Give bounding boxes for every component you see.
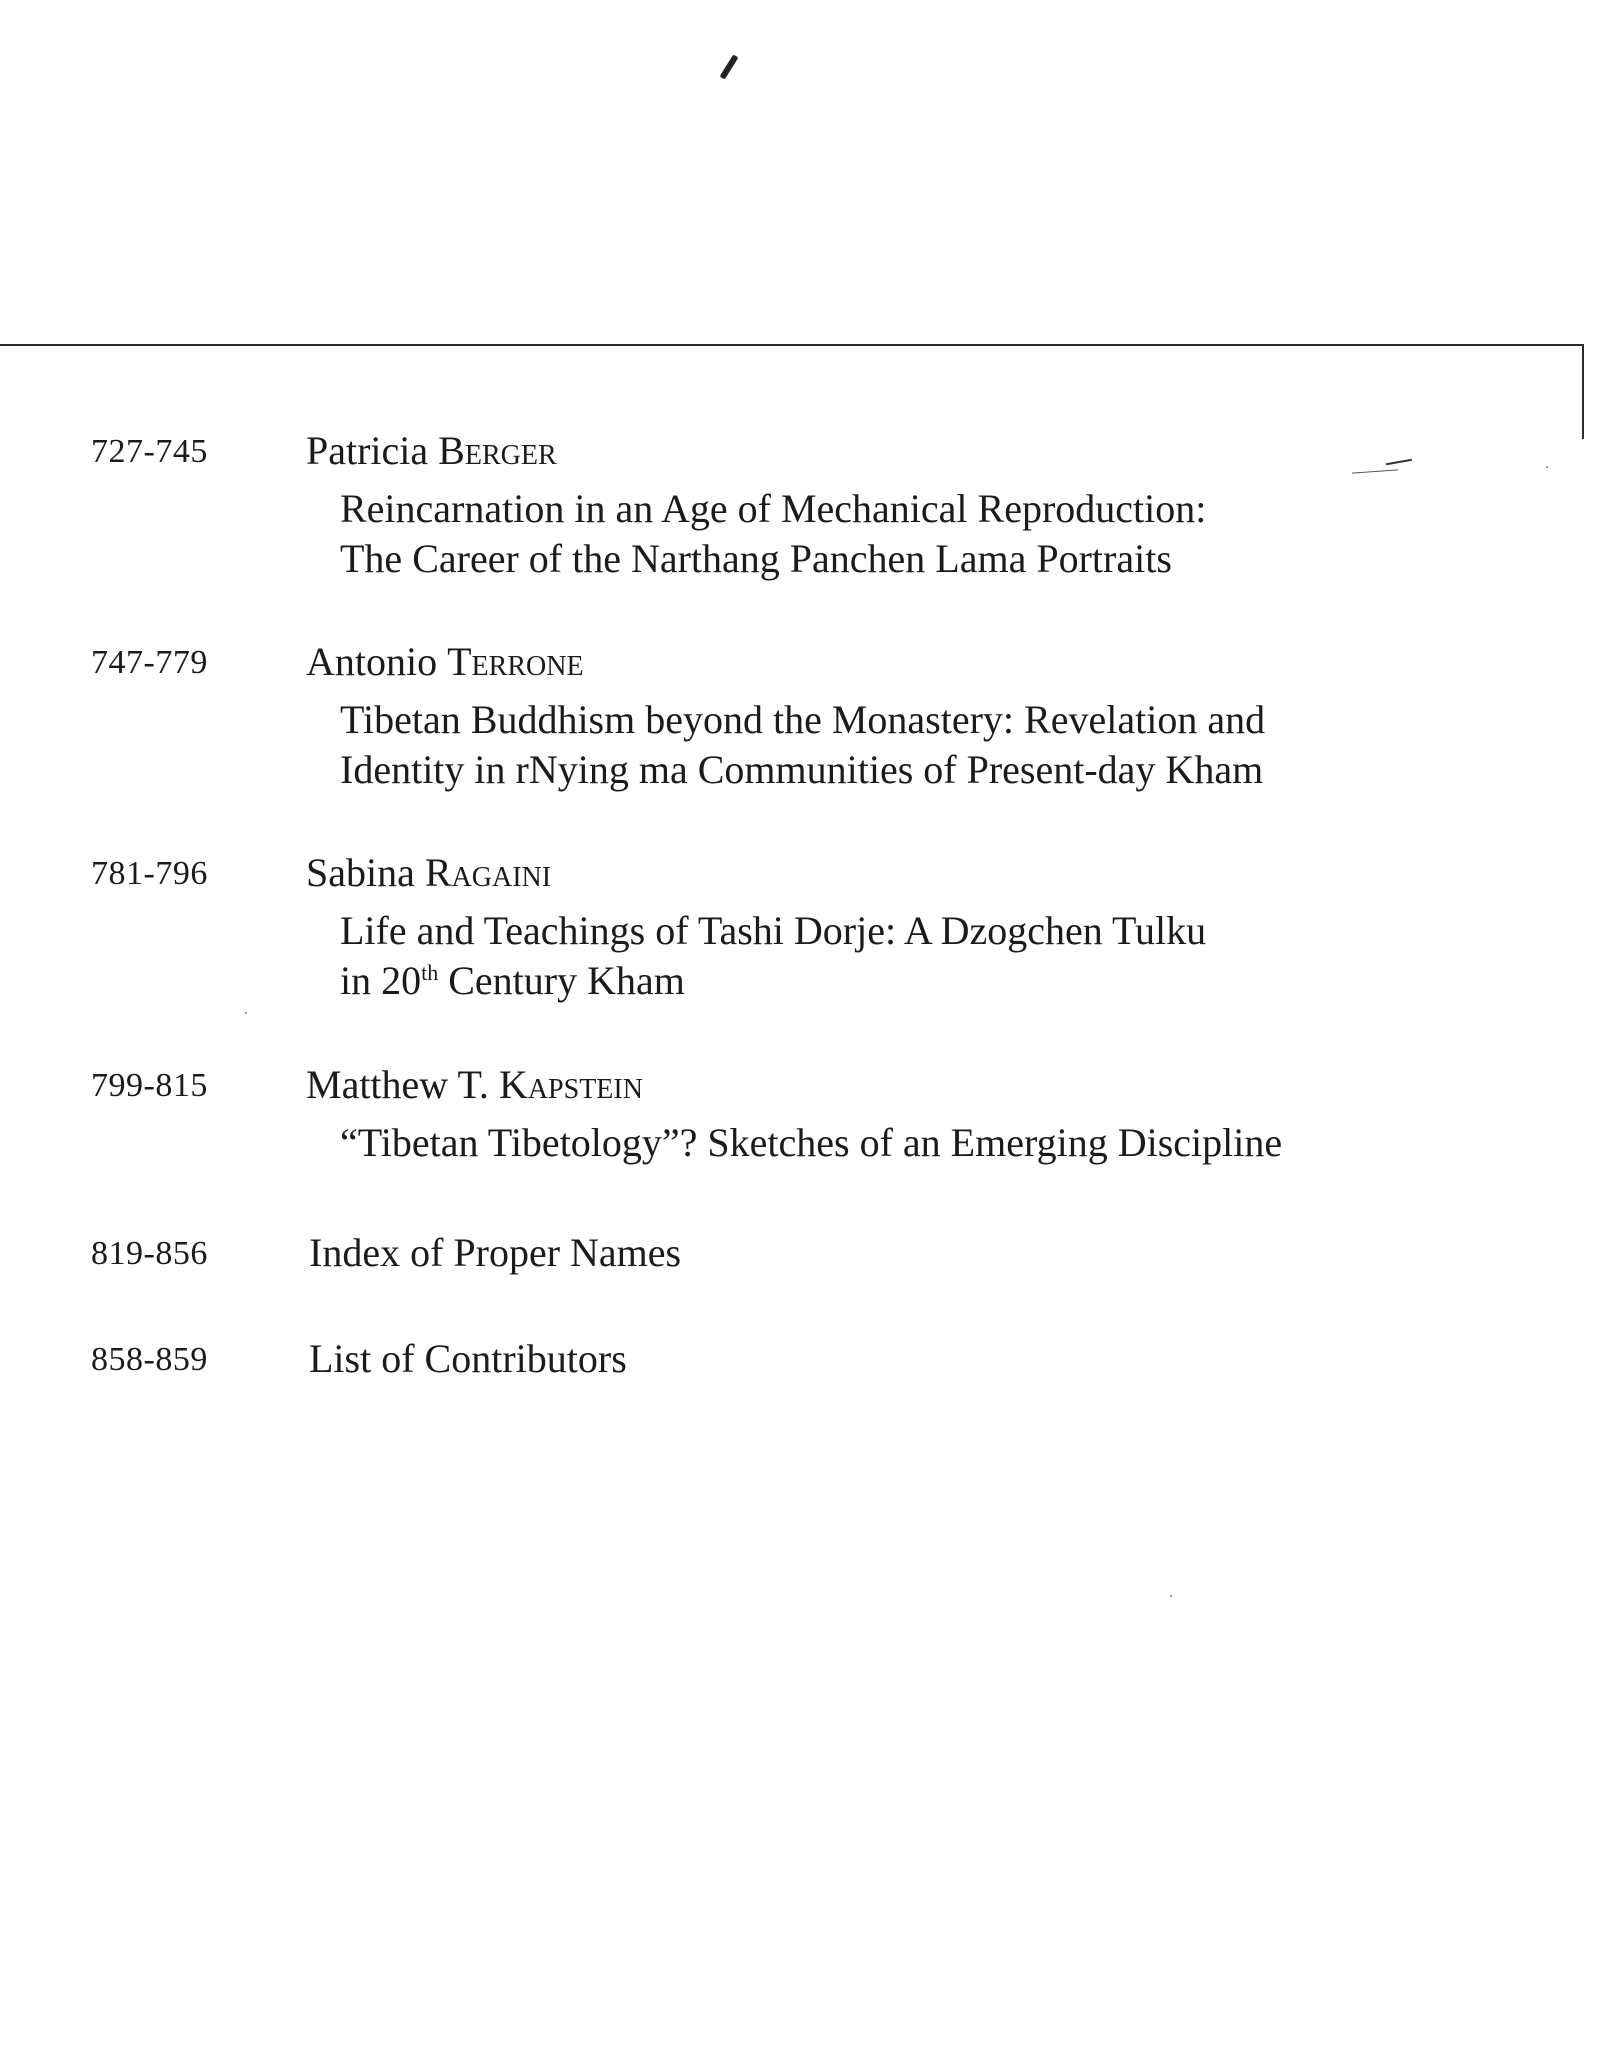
author-name (306, 848, 551, 898)
article-title (340, 1118, 1282, 1168)
scan-artifact (1386, 459, 1412, 465)
author-last-name: Terrone (447, 639, 584, 684)
author-first-name: Antonio (306, 639, 438, 684)
title-line: Tibetan Buddhism beyond the Monastery: Revelation and (340, 697, 1266, 742)
scan-artifact (1546, 466, 1548, 468)
title-text: in 20 (340, 958, 422, 1003)
page-range: 819-856 (91, 1235, 208, 1272)
author-first-name: Patricia (306, 428, 429, 473)
title-line: Identity in rNying ma Communities of Present-day Kham (340, 747, 1264, 792)
stray-mark (720, 54, 739, 79)
page-range: 747-779 (91, 644, 208, 681)
author-first-name: Matthew T. (306, 1062, 489, 1107)
article-title (340, 906, 1206, 1006)
author-name (306, 426, 557, 476)
ordinal-suffix: th (421, 960, 439, 985)
title-line: Reincarnation in an Age of Mechanical Reproduction: (340, 486, 1207, 531)
author-first-name: Sabina (306, 850, 415, 895)
page-range: 781-796 (91, 855, 208, 892)
author-last-name: Ragaini (424, 850, 552, 895)
scan-artifact (1170, 1595, 1172, 1597)
article-title (340, 695, 1265, 795)
title-line (340, 956, 1206, 1006)
scan-artifact (1352, 469, 1398, 473)
section-title: List of Contributors (309, 1336, 627, 1381)
vertical-rule (1582, 344, 1584, 439)
title-line: The Career of the Narthang Panchen Lama Portraits (340, 536, 1172, 581)
section-title: Index of Proper Names (309, 1230, 682, 1275)
scan-artifact (245, 1012, 247, 1014)
article-title (340, 484, 1206, 584)
page-range: 799-815 (91, 1067, 208, 1104)
author-last-name: Berger (438, 428, 557, 473)
author-name (306, 1060, 643, 1110)
author-last-name: Kapstein (498, 1062, 643, 1107)
title-line: Life and Teachings of Tashi Dorje: A Dzogchen Tulku (340, 908, 1207, 953)
page-range: 727-745 (91, 433, 208, 470)
title-line: “Tibetan Tibetology”? Sketches of an Emerging Discipline (340, 1120, 1283, 1165)
author-name (306, 637, 584, 687)
page-range: 858-859 (91, 1341, 208, 1378)
title-text: Century Kham (438, 958, 685, 1003)
horizontal-rule (0, 344, 1584, 346)
